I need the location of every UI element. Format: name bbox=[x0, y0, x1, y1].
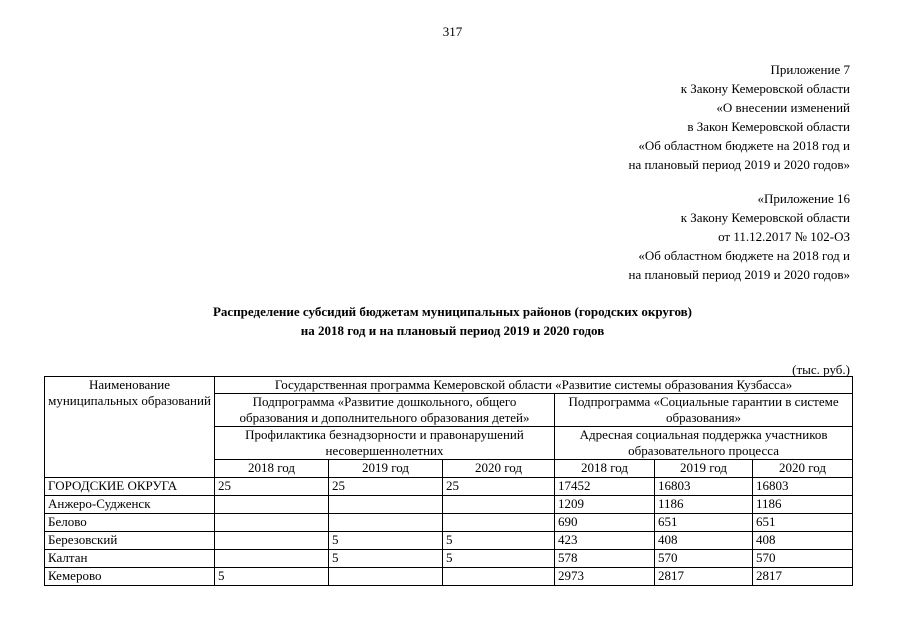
value-cell: 651 bbox=[753, 514, 853, 532]
year-header: 2019 год bbox=[655, 460, 753, 478]
value-cell bbox=[443, 568, 555, 586]
value-cell: 5 bbox=[443, 532, 555, 550]
value-cell: 570 bbox=[753, 550, 853, 568]
program-header: Государственная программа Кемеровской области «Развитие системы образования Кузбасса» bbox=[215, 377, 853, 394]
column-header-municipality: Наименование муниципальных образований bbox=[45, 377, 215, 478]
table-row bbox=[45, 514, 853, 532]
appendix-line: «Приложение 16 bbox=[757, 191, 850, 206]
measure-header-2: Адресная социальная поддержка участников образовательного процесса bbox=[555, 427, 853, 460]
appendix-line: «О внесении изменений bbox=[716, 100, 850, 115]
previous-appendix-header bbox=[629, 189, 851, 284]
value-cell: 25 bbox=[443, 478, 555, 496]
year-header: 2019 год bbox=[329, 460, 443, 478]
value-cell bbox=[443, 496, 555, 514]
value-cell: 2817 bbox=[655, 568, 753, 586]
value-cell: 5 bbox=[329, 550, 443, 568]
value-cell: 5 bbox=[215, 568, 329, 586]
value-cell bbox=[215, 496, 329, 514]
year-header: 2020 год bbox=[753, 460, 853, 478]
municipality-name: Анжеро-Судженск bbox=[45, 496, 215, 514]
municipality-name: ГОРОДСКИЕ ОКРУГА bbox=[45, 478, 215, 496]
value-cell: 16803 bbox=[753, 478, 853, 496]
value-cell: 690 bbox=[555, 514, 655, 532]
value-cell: 5 bbox=[329, 532, 443, 550]
municipality-name: Белово bbox=[45, 514, 215, 532]
subprogram-header-1: Подпрограмма «Развитие дошкольного, общего образования и дополнительного образования детей» bbox=[215, 394, 555, 427]
value-cell bbox=[329, 514, 443, 532]
municipality-name: Калтан bbox=[45, 550, 215, 568]
municipality-name: Березовский bbox=[45, 532, 215, 550]
value-cell: 651 bbox=[655, 514, 753, 532]
year-header: 2020 год bbox=[443, 460, 555, 478]
value-cell: 2817 bbox=[753, 568, 853, 586]
value-cell bbox=[215, 514, 329, 532]
value-cell: 25 bbox=[215, 478, 329, 496]
value-cell: 5 bbox=[443, 550, 555, 568]
appendix-line: на плановый период 2019 и 2020 годов» bbox=[628, 267, 850, 282]
appendix-line: к Закону Кемеровской области bbox=[680, 81, 850, 96]
appendix-line: «Об областном бюджете на 2018 год и bbox=[638, 248, 850, 263]
appendix-line: «Об областном бюджете на 2018 год и bbox=[638, 138, 850, 153]
value-cell: 1186 bbox=[753, 496, 853, 514]
appendix-line: на плановый период 2019 и 2020 годов» bbox=[628, 157, 850, 172]
value-cell: 1209 bbox=[555, 496, 655, 514]
appendix-line: Приложение 7 bbox=[770, 62, 850, 77]
value-cell: 408 bbox=[655, 532, 753, 550]
value-cell bbox=[215, 550, 329, 568]
title-line: на 2018 год и на плановый период 2019 и 2020 годов bbox=[300, 323, 605, 338]
table-row bbox=[45, 550, 853, 568]
units-label: (тыс. руб.) bbox=[792, 362, 850, 377]
value-cell bbox=[215, 532, 329, 550]
table-row bbox=[45, 568, 853, 586]
table-row bbox=[45, 532, 853, 550]
value-cell: 17452 bbox=[555, 478, 655, 496]
value-cell: 423 bbox=[555, 532, 655, 550]
year-header: 2018 год bbox=[215, 460, 329, 478]
value-cell: 25 bbox=[329, 478, 443, 496]
value-cell: 570 bbox=[655, 550, 753, 568]
document-title bbox=[0, 302, 905, 340]
value-cell bbox=[329, 496, 443, 514]
appendix-line: к Закону Кемеровской области bbox=[680, 210, 850, 225]
value-cell bbox=[443, 514, 555, 532]
appendix-header bbox=[629, 60, 851, 174]
page-number: 317 bbox=[442, 24, 463, 39]
municipality-name: Кемерово bbox=[45, 568, 215, 586]
value-cell bbox=[329, 568, 443, 586]
subprogram-header-2: Подпрограмма «Социальные гарантии в системе образования» bbox=[555, 394, 853, 427]
value-cell: 16803 bbox=[655, 478, 753, 496]
value-cell: 578 bbox=[555, 550, 655, 568]
table-row bbox=[45, 496, 853, 514]
value-cell: 2973 bbox=[555, 568, 655, 586]
title-line: Распределение субсидий бюджетам муниципальных районов (городских округов) bbox=[212, 304, 692, 319]
appendix-line: в Закон Кемеровской области bbox=[687, 119, 850, 134]
subsidy-table bbox=[44, 376, 853, 586]
value-cell: 408 bbox=[753, 532, 853, 550]
year-header: 2018 год bbox=[555, 460, 655, 478]
value-cell: 1186 bbox=[655, 496, 753, 514]
table-row-total bbox=[45, 478, 853, 496]
appendix-line: от 11.12.2017 № 102-ОЗ bbox=[718, 229, 850, 244]
measure-header-1: Профилактика безнадзорности и правонарушений несовершеннолетних bbox=[215, 427, 555, 460]
